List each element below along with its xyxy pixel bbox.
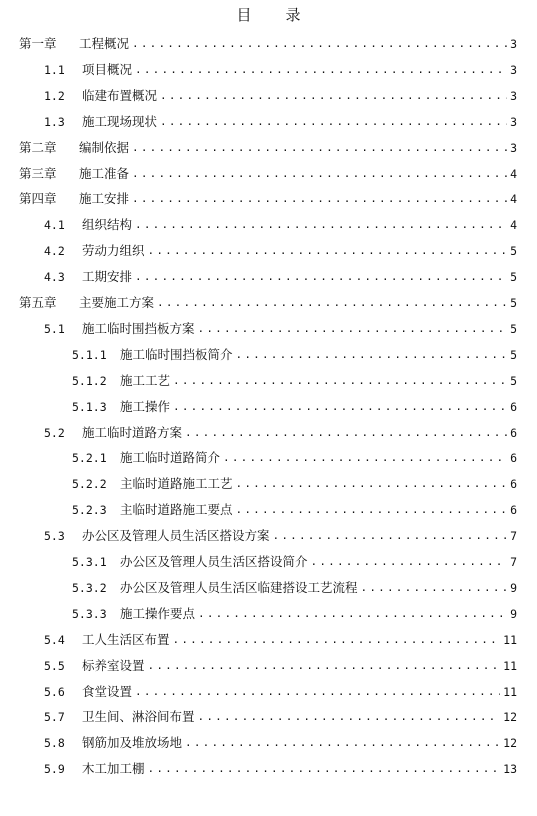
toc-entry[interactable] bbox=[0, 523, 517, 549]
toc-entry-number: 5.8 bbox=[44, 736, 65, 751]
toc-entry-number: 5.7 bbox=[44, 710, 65, 725]
toc-entry-number: 5.1.2 bbox=[72, 373, 107, 388]
toc-entry-label: 施工现场现状 bbox=[82, 113, 158, 129]
toc-entry-label: 项目概况 bbox=[82, 61, 133, 77]
toc-entry-label: 主要施工方案 bbox=[79, 295, 155, 310]
toc-entry[interactable] bbox=[0, 161, 517, 187]
toc-entry-number: 1.3 bbox=[44, 114, 65, 129]
toc-entry-number: 第五章 bbox=[19, 295, 57, 310]
toc-entry[interactable] bbox=[0, 756, 517, 782]
toc-entry-page-number: 3 bbox=[510, 37, 517, 51]
toc-entry-label: 劳动力组织 bbox=[82, 243, 145, 259]
toc-entry-label: 办公区及管理人员生活区搭设方案 bbox=[82, 528, 270, 544]
toc-entry-page-number: 3 bbox=[510, 62, 517, 77]
toc-entry[interactable] bbox=[0, 730, 517, 756]
toc-entry[interactable] bbox=[0, 679, 517, 705]
toc-entry-number: 5.2.1 bbox=[72, 451, 107, 466]
toc-dot-leader bbox=[223, 445, 507, 471]
toc-entry-label: 办公区及管理人员生活区临建搭设工艺流程 bbox=[120, 579, 358, 595]
toc-entry-label: 施工准备 bbox=[79, 165, 130, 181]
toc-entry[interactable] bbox=[0, 316, 517, 342]
toc-entry-label: 施工安排 bbox=[79, 191, 130, 207]
toc-entry-number: 第三章 bbox=[19, 165, 57, 181]
toc-entry[interactable] bbox=[0, 420, 517, 446]
toc-entry-label: 工人生活区布置 bbox=[82, 631, 170, 647]
toc-entry[interactable] bbox=[0, 394, 517, 420]
toc-dot-leader bbox=[236, 497, 508, 523]
toc-entry-page-number: 6 bbox=[510, 451, 517, 466]
toc-dot-leader bbox=[148, 756, 501, 782]
toc-entry[interactable] bbox=[0, 627, 517, 653]
toc-entry-number: 5.1.1 bbox=[72, 347, 107, 362]
toc-entry-label: 卫生间、淋浴间布置 bbox=[82, 709, 195, 725]
toc-entry-label: 主临时道路施工工艺 bbox=[120, 476, 233, 492]
toc-entry[interactable] bbox=[0, 135, 517, 161]
toc-entry[interactable] bbox=[0, 471, 517, 497]
toc-entry-number: 5.1 bbox=[44, 321, 65, 336]
toc-entry-page-number: 12 bbox=[503, 710, 517, 725]
toc-entry-label: 标养室设置 bbox=[82, 657, 145, 673]
toc-entry-page-number: 3 bbox=[510, 114, 517, 129]
toc-entry-page-number: 5 bbox=[510, 321, 517, 336]
toc-entry-number: 5.9 bbox=[44, 762, 65, 777]
toc-entry-number: 第四章 bbox=[19, 191, 57, 207]
toc-entry-page-number: 5 bbox=[510, 296, 517, 310]
toc-entry-number: 4.1 bbox=[44, 218, 65, 233]
toc-entry-label: 编制依据 bbox=[79, 139, 130, 155]
toc-entry-label: 组织结构 bbox=[82, 217, 133, 233]
page-title-char-2: 录 bbox=[285, 6, 301, 24]
toc-dot-leader bbox=[160, 83, 507, 109]
toc-entry-number: 1.1 bbox=[44, 62, 65, 77]
toc-dot-leader bbox=[198, 601, 507, 627]
toc-entry-page-number: 9 bbox=[510, 606, 517, 621]
toc-entry[interactable] bbox=[0, 57, 517, 83]
toc-entry-page-number: 3 bbox=[510, 140, 517, 155]
toc-dot-leader bbox=[157, 290, 507, 316]
toc-dot-leader bbox=[135, 679, 500, 705]
toc-dot-leader bbox=[173, 394, 507, 420]
toc-entry-page-number: 13 bbox=[503, 762, 517, 777]
toc-entry[interactable] bbox=[0, 497, 517, 523]
toc-entry-number: 5.2.2 bbox=[72, 477, 107, 492]
toc-dot-leader bbox=[132, 135, 507, 161]
toc-entry-page-number: 11 bbox=[503, 684, 517, 699]
toc-entry-page-number: 4 bbox=[510, 192, 517, 207]
toc-entry-number: 5.6 bbox=[44, 684, 65, 699]
toc-dot-leader bbox=[236, 471, 508, 497]
toc-entry-number: 第二章 bbox=[19, 139, 57, 155]
toc-entry-label: 工期安排 bbox=[82, 269, 133, 285]
toc-dot-leader bbox=[198, 704, 501, 730]
toc-entry-number: 5.5 bbox=[44, 658, 65, 673]
toc-entry[interactable] bbox=[0, 653, 517, 679]
toc-entry-page-number: 4 bbox=[510, 218, 517, 233]
toc-entry[interactable] bbox=[0, 264, 517, 290]
toc-entry-label: 木工加工棚 bbox=[82, 761, 145, 777]
toc-entry-label: 食堂设置 bbox=[82, 683, 133, 699]
toc-dot-leader bbox=[135, 264, 507, 290]
toc-entry-number: 4.3 bbox=[44, 270, 65, 285]
toc-entry-number: 5.3.1 bbox=[72, 555, 107, 569]
toc-entry[interactable] bbox=[0, 601, 517, 627]
toc-dot-leader bbox=[236, 342, 508, 368]
toc-dot-leader bbox=[185, 420, 507, 446]
page-title-char-1: 目 bbox=[236, 6, 252, 24]
toc-entry-number: 5.3.2 bbox=[72, 580, 107, 595]
toc-entry-label: 施工操作 bbox=[120, 398, 171, 414]
toc-entry[interactable] bbox=[0, 238, 517, 264]
toc-dot-leader bbox=[173, 627, 501, 653]
toc-entry-page-number: 5 bbox=[510, 244, 517, 259]
toc-entry-number: 4.2 bbox=[44, 244, 65, 259]
toc-entry-label: 办公区及管理人员生活区搭设简介 bbox=[120, 554, 308, 569]
toc-entry-number: 5.2 bbox=[44, 425, 65, 440]
toc-dot-leader bbox=[132, 161, 507, 187]
toc-entry-number: 5.3.3 bbox=[72, 606, 107, 621]
toc-entry[interactable] bbox=[0, 704, 517, 730]
toc-entry[interactable] bbox=[0, 575, 517, 601]
toc-dot-leader bbox=[361, 575, 508, 601]
toc-entry-number: 5.1.3 bbox=[72, 399, 107, 414]
toc-dot-leader bbox=[311, 549, 508, 575]
toc-entry-page-number: 11 bbox=[503, 632, 517, 647]
toc-entry-page-number: 12 bbox=[503, 736, 517, 751]
toc-entry-page-number: 11 bbox=[503, 658, 517, 673]
toc-entry-page-number: 5 bbox=[510, 347, 517, 362]
toc-entry[interactable] bbox=[0, 290, 517, 316]
toc-entry-label: 工程概况 bbox=[79, 36, 130, 51]
toc-entry-page-number: 6 bbox=[510, 399, 517, 414]
toc-dot-leader bbox=[132, 31, 507, 57]
toc-entry-number: 5.2.3 bbox=[72, 503, 107, 518]
toc-dot-leader bbox=[132, 186, 507, 212]
toc-entry-label: 施工临时道路简介 bbox=[120, 450, 221, 466]
toc-entry[interactable] bbox=[0, 212, 517, 238]
toc-entry-page-number: 9 bbox=[510, 580, 517, 595]
toc-entry-page-number: 7 bbox=[510, 529, 517, 544]
toc-dot-leader bbox=[160, 109, 507, 135]
toc-dot-leader bbox=[148, 653, 501, 679]
toc-dot-leader bbox=[198, 316, 508, 342]
toc-entry[interactable] bbox=[0, 186, 517, 212]
toc-entry-page-number: 7 bbox=[510, 555, 517, 569]
toc-entry-label: 施工临时围挡板方案 bbox=[82, 320, 195, 336]
toc-entry[interactable] bbox=[0, 342, 517, 368]
toc-entry[interactable] bbox=[0, 31, 517, 57]
toc-entry[interactable] bbox=[0, 83, 517, 109]
toc-entry-page-number: 5 bbox=[510, 270, 517, 285]
toc-entry-page-number: 5 bbox=[510, 373, 517, 388]
toc-entry-page-number: 6 bbox=[510, 503, 517, 518]
toc-entry-label: 施工工艺 bbox=[120, 372, 171, 388]
toc-dot-leader bbox=[148, 238, 508, 264]
toc-dot-leader bbox=[135, 212, 507, 238]
toc-entry[interactable] bbox=[0, 109, 517, 135]
toc-dot-leader bbox=[135, 57, 507, 83]
page-title bbox=[0, 5, 537, 25]
toc-entry[interactable] bbox=[0, 445, 517, 471]
toc-entry-page-number: 3 bbox=[510, 88, 517, 103]
toc-entry-label: 施工临时道路方案 bbox=[82, 424, 183, 440]
toc-entry-number: 5.4 bbox=[44, 632, 65, 647]
toc-entry-number: 1.2 bbox=[44, 88, 65, 103]
toc-entry-label: 施工操作要点 bbox=[120, 605, 196, 621]
toc-entry[interactable] bbox=[0, 549, 517, 575]
toc-entry-number: 5.3 bbox=[44, 529, 65, 544]
toc-dot-leader bbox=[185, 730, 500, 756]
toc-entry-page-number: 6 bbox=[510, 477, 517, 492]
toc-entry-number: 第一章 bbox=[19, 36, 57, 51]
toc-entry-label: 主临时道路施工要点 bbox=[120, 502, 233, 518]
toc-entry[interactable] bbox=[0, 368, 517, 394]
toc-entry-label: 临建布置概况 bbox=[82, 87, 158, 103]
toc-dot-leader bbox=[273, 523, 508, 549]
toc-entry-page-number: 6 bbox=[510, 425, 517, 440]
toc-entry-label: 钢筋加及堆放场地 bbox=[82, 735, 183, 751]
toc-entry-label: 施工临时围挡板简介 bbox=[120, 346, 233, 362]
toc-dot-leader bbox=[173, 368, 507, 394]
toc-entry-page-number: 4 bbox=[510, 166, 517, 181]
